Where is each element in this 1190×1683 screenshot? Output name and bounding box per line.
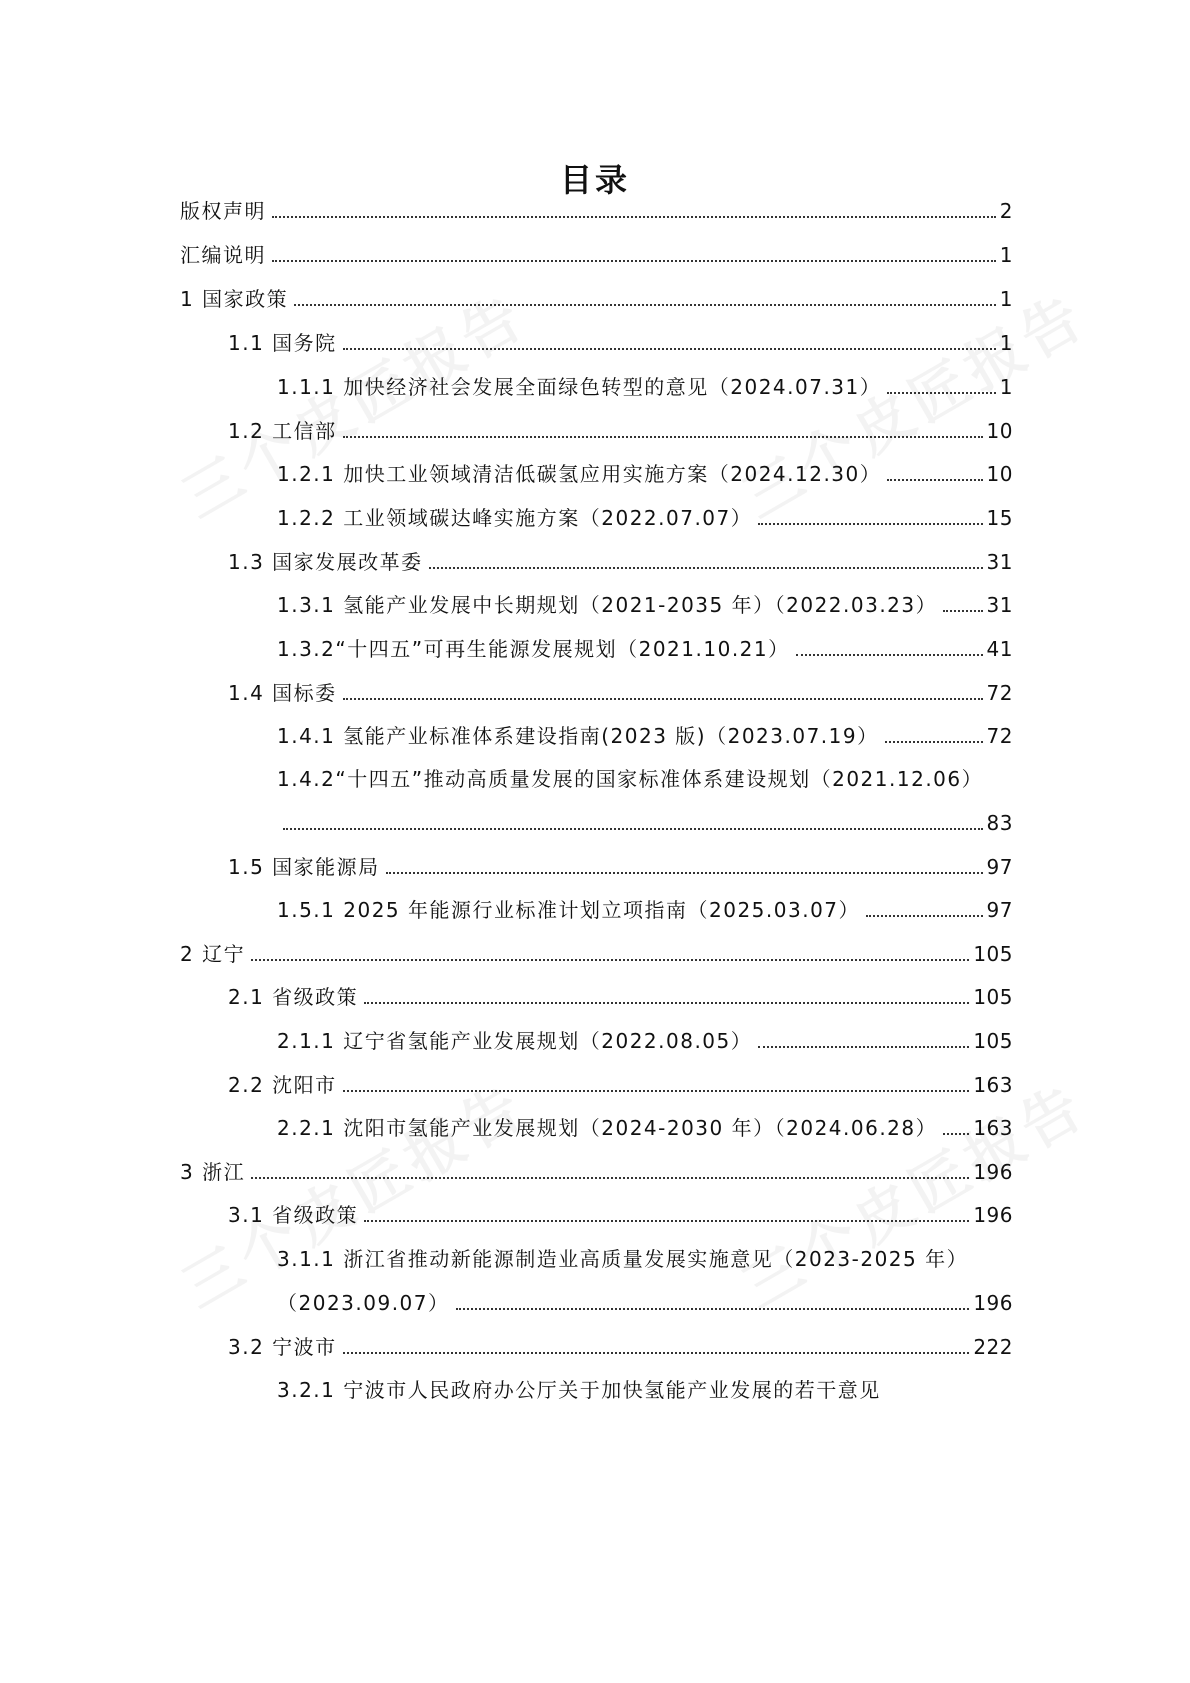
toc-dot-leader <box>429 567 983 569</box>
toc-entry-title: （2023.09.07） <box>277 1291 450 1315</box>
toc-entry-title: 1.1.1 加快经济社会发展全面绿色转型的意见（2024.07.31） <box>277 375 882 399</box>
toc-dot-leader <box>364 1002 969 1004</box>
toc-entry[interactable] <box>228 1195 1013 1229</box>
toc-entry-title: 1.3 国家发展改革委 <box>228 550 423 574</box>
toc-page-number: 105 <box>973 942 1013 966</box>
toc-entry-title: 1.2.1 加快工业领域清洁低碳氢应用实施方案（2024.12.30） <box>277 462 882 486</box>
toc-dot-leader <box>251 959 969 961</box>
toc-page-number: 72 <box>986 681 1013 705</box>
toc-entry[interactable] <box>277 1283 1013 1317</box>
toc-page-number: 1 <box>999 287 1013 311</box>
toc-dot-leader <box>294 304 996 306</box>
page-title: 目录 <box>559 161 630 199</box>
toc-page-number: 1 <box>999 375 1013 399</box>
toc-page-number: 83 <box>986 811 1013 835</box>
toc-dot-leader <box>887 392 996 394</box>
toc-entry-title: 2.1.1 辽宁省氢能产业发展规划（2022.08.05） <box>277 1029 753 1053</box>
toc-entry[interactable] <box>277 1021 1013 1055</box>
toc-page-number: 15 <box>986 506 1013 530</box>
toc-entry[interactable] <box>228 673 1013 707</box>
toc-entry-title: 1.3.2“十四五”可再生能源发展规划（2021.10.21） <box>277 637 790 661</box>
toc-entry[interactable] <box>180 1152 1013 1186</box>
toc-dot-leader <box>885 741 983 743</box>
toc-dot-leader <box>343 1352 970 1354</box>
toc-entry-title: 3.1.1 浙江省推动新能源制造业高质量发展实施意见（2023-2025 年） <box>277 1247 969 1271</box>
toc-dot-leader <box>758 523 982 525</box>
toc-entry[interactable] <box>180 235 1013 269</box>
toc-entry[interactable] <box>180 279 1013 313</box>
toc-entry-title: 1.1 国务院 <box>228 331 337 355</box>
toc-dot-leader <box>887 479 982 481</box>
toc-entry[interactable] <box>228 1327 1013 1361</box>
toc-entry[interactable] <box>277 629 1013 663</box>
toc-dot-leader <box>251 1177 969 1179</box>
toc-page-number: 196 <box>973 1203 1013 1227</box>
toc-dot-leader <box>343 698 983 700</box>
toc-dot-leader <box>272 260 996 262</box>
toc-entry-title: 3.2 宁波市 <box>228 1335 337 1359</box>
toc-entry[interactable] <box>228 323 1013 357</box>
toc-entry[interactable] <box>277 498 1013 532</box>
toc-page-number: 10 <box>986 419 1013 443</box>
toc-page-number: 222 <box>973 1335 1013 1359</box>
toc-dot-leader <box>386 872 983 874</box>
toc-page-number: 1 <box>999 243 1013 267</box>
toc-dot-leader <box>343 348 996 350</box>
toc-dot-leader <box>343 436 983 438</box>
toc-entry-title: 3.2.1 宁波市人民政府办公厅关于加快氢能产业发展的若干意见 <box>277 1378 881 1402</box>
toc-dot-leader <box>943 1133 969 1135</box>
toc-page-number: 41 <box>986 637 1013 661</box>
toc-entry-title: 1.5.1 2025 年能源行业标准计划立项指南（2025.03.07） <box>277 898 861 922</box>
toc-entry-title: 1.4.1 氢能产业标准体系建设指南(2023 版)（2023.07.19） <box>277 724 879 748</box>
toc-dot-leader <box>866 915 983 917</box>
toc-entry-title: 3 浙江 <box>180 1160 246 1184</box>
toc-page-number: 31 <box>986 593 1013 617</box>
toc-entry-title: 2.2 沈阳市 <box>228 1073 337 1097</box>
toc-entry[interactable] <box>228 977 1013 1011</box>
toc-entry[interactable] <box>277 890 1013 924</box>
toc-page-number: 31 <box>986 550 1013 574</box>
toc-entry[interactable] <box>277 759 1013 793</box>
toc-entry-title: 2.1 省级政策 <box>228 985 359 1009</box>
toc-entry[interactable] <box>180 191 1013 225</box>
toc-entry-title: 3.1 省级政策 <box>228 1203 359 1227</box>
toc-dot-leader <box>758 1046 969 1048</box>
toc-entry-title: 版权声明 <box>180 199 266 223</box>
toc-entry[interactable] <box>180 934 1013 968</box>
toc-dot-leader <box>364 1220 969 1222</box>
toc-entry-title: 1.4.2“十四五”推动高质量发展的国家标准体系建设规划（2021.12.06） <box>277 767 984 791</box>
toc-dot-leader <box>283 828 983 830</box>
toc-page-number: 163 <box>973 1116 1013 1140</box>
toc-entry-title: 1.4 国标委 <box>228 681 337 705</box>
toc-entry-title: 1 国家政策 <box>180 287 289 311</box>
toc-dot-leader <box>456 1308 970 1310</box>
toc-entry-title: 2.2.1 沈阳市氢能产业发展规划（2024-2030 年）（2024.06.28） <box>277 1116 938 1140</box>
toc-dot-leader <box>943 610 982 612</box>
toc-entry[interactable] <box>277 585 1013 619</box>
toc-entry[interactable] <box>277 367 1013 401</box>
toc-page-number: 163 <box>973 1073 1013 1097</box>
toc-page-number: 97 <box>986 898 1013 922</box>
toc-entry[interactable] <box>277 803 1013 837</box>
toc-page-number: 105 <box>973 1029 1013 1053</box>
toc-page-number: 196 <box>973 1291 1013 1315</box>
toc-entry[interactable] <box>228 542 1013 576</box>
toc-entry[interactable] <box>228 411 1013 445</box>
toc-entry-title: 1.2.2 工业领域碳达峰实施方案（2022.07.07） <box>277 506 753 530</box>
toc-dot-leader <box>796 654 983 656</box>
toc-dot-leader <box>343 1090 970 1092</box>
toc-page-number: 97 <box>986 855 1013 879</box>
toc-entry[interactable] <box>277 454 1013 488</box>
toc-entry-title: 1.2 工信部 <box>228 419 337 443</box>
toc-page-number: 2 <box>999 199 1013 223</box>
toc-entry[interactable] <box>277 1239 1013 1273</box>
toc-page-number: 196 <box>973 1160 1013 1184</box>
toc-page-number: 10 <box>986 462 1013 486</box>
toc-dot-leader <box>272 216 996 218</box>
toc-entry[interactable] <box>277 716 1013 750</box>
toc-entry-title: 2 辽宁 <box>180 942 246 966</box>
toc-entry[interactable] <box>228 1065 1013 1099</box>
toc-entry-title: 汇编说明 <box>180 243 266 267</box>
toc-entry-title: 1.5 国家能源局 <box>228 855 380 879</box>
toc-page-number: 1 <box>999 331 1013 355</box>
toc-entry[interactable] <box>277 1370 1013 1404</box>
toc-page-number: 72 <box>986 724 1013 748</box>
toc-page-number: 105 <box>973 985 1013 1009</box>
toc-entry[interactable] <box>228 847 1013 881</box>
toc-entry[interactable] <box>277 1108 1013 1142</box>
toc-entry-title: 1.3.1 氢能产业发展中长期规划（2021-2035 年）（2022.03.23） <box>277 593 938 617</box>
